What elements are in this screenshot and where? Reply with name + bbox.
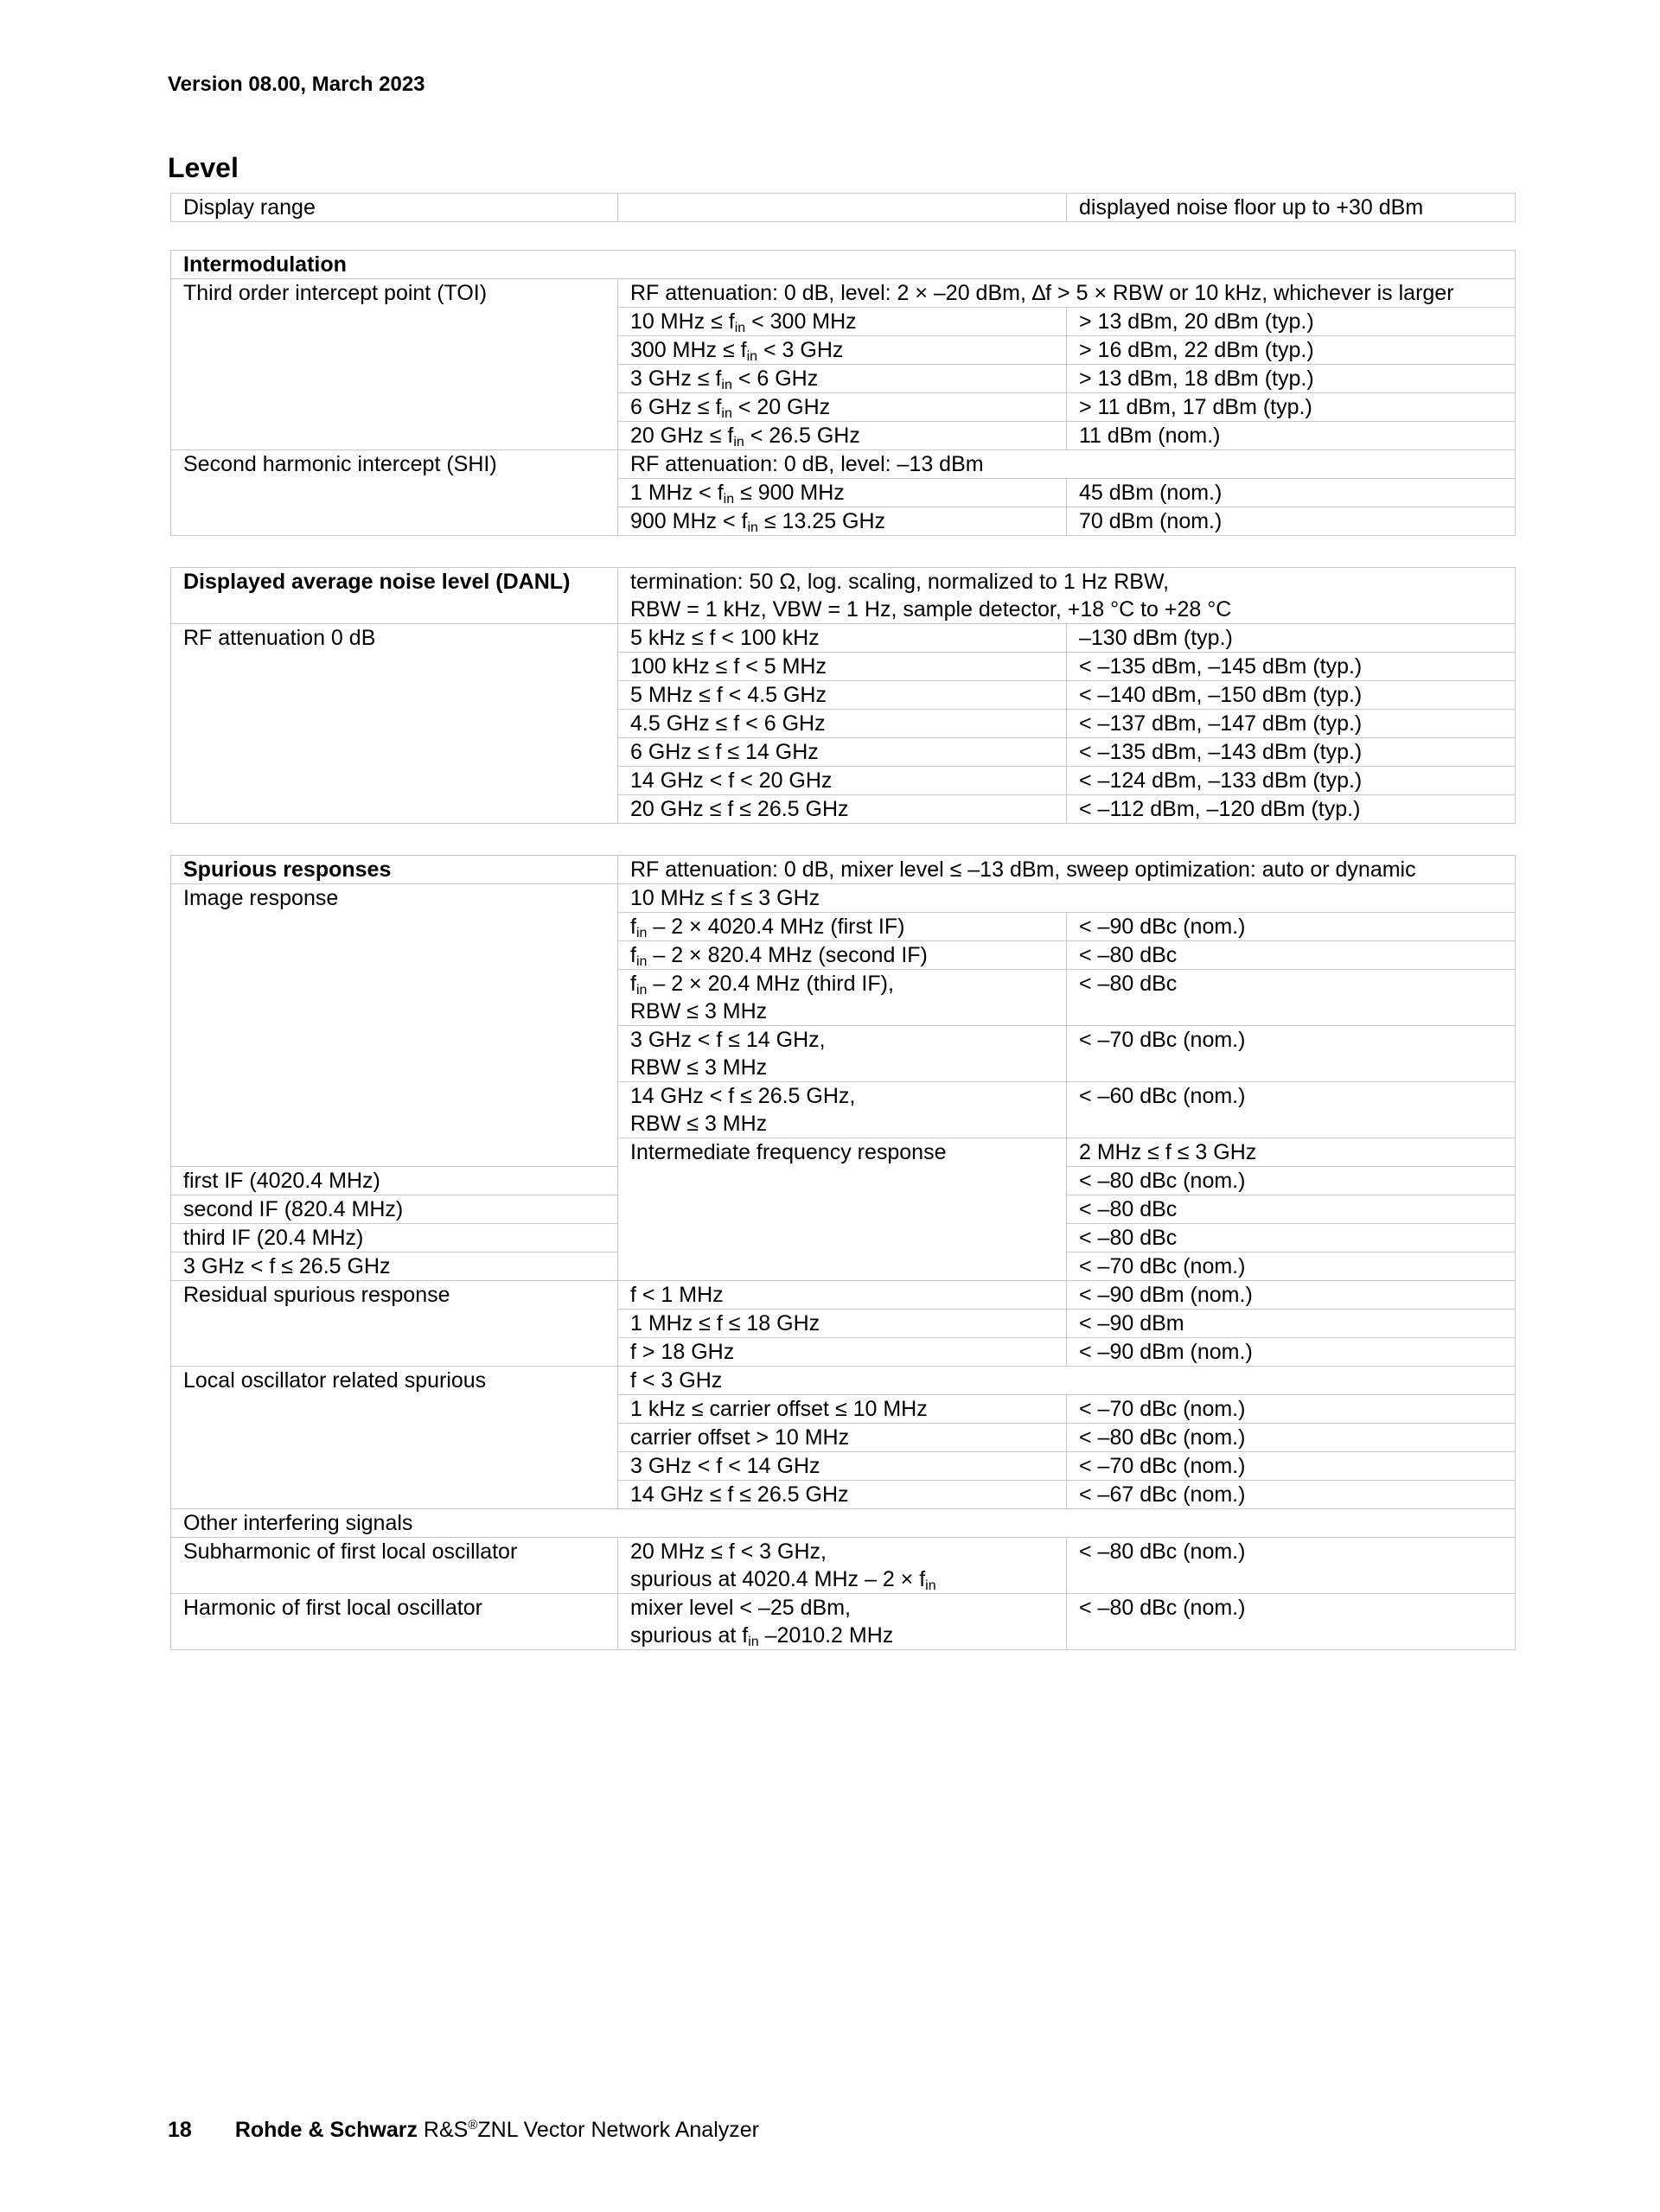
freq-range: first IF (4020.4 MHz) [171, 1167, 618, 1195]
spec-condition: termination: 50 Ω, log. scaling, normalized to 1 Hz RBW, RBW = 1 kHz, VBW = 1 Hz, sample detector, +18 °C to +28 °C [618, 568, 1516, 624]
spec-value: < –70 dBc (nom.) [1067, 1395, 1516, 1424]
freq-range: 1 MHz ≤ f ≤ 18 GHz [618, 1310, 1067, 1338]
freq-range: mixer level < –25 dBm, spurious at $f_{in}$ –2010.2 MHz [618, 1594, 1067, 1650]
spec-value: displayed noise floor up to +30 dBm [1067, 194, 1516, 222]
spurious-table [170, 855, 1516, 1650]
freq-range: f < 3 GHz [618, 1367, 1516, 1395]
spec-condition: RF attenuation: 0 dB, level: 2 × –20 dBm, ∆f > 5 × RBW or 10 kHz, whichever is larger [618, 279, 1516, 308]
spec-value: > 13 dBm, 18 dBm (typ.) [1067, 365, 1516, 393]
freq-range: 3 GHz < f < 14 GHz [618, 1452, 1067, 1481]
table-row [171, 884, 1516, 913]
page-footer [168, 2118, 759, 2143]
table-row [171, 856, 1516, 884]
freq-range: 6 GHz ≤ $f_{in} < 20$ GHz [618, 393, 1067, 422]
spec-value: < –140 dBm, –150 dBm (typ.) [1067, 681, 1516, 710]
spec-value: < –60 dBc (nom.) [1067, 1082, 1516, 1138]
spec-value: > 13 dBm, 20 dBm (typ.) [1067, 308, 1516, 336]
spec-value: < –137 dBm, –147 dBm (typ.) [1067, 710, 1516, 738]
freq-range: carrier offset > 10 MHz [618, 1424, 1067, 1452]
spec-condition: RF attenuation: 0 dB, level: –13 dBm [618, 450, 1516, 479]
table-row [171, 450, 1516, 479]
spec-value: 70 dBm (nom.) [1067, 507, 1516, 536]
product-name: R&S®ZNL Vector Network Analyzer [417, 2118, 759, 2142]
freq-range: 5 MHz ≤ f < 4.5 GHz [618, 681, 1067, 710]
spec-value: < –90 dBm (nom.) [1067, 1338, 1516, 1367]
group-title: Spurious responses [171, 856, 618, 884]
freq-range: 20 MHz ≤ f < 3 GHz, spurious at 4020.4 MHz – $2 \times f_{in}$ [618, 1538, 1067, 1594]
freq-range: 14 GHz ≤ f ≤ 26.5 GHz [618, 1481, 1067, 1509]
section-title: Level [168, 152, 239, 183]
spec-label: Intermediate frequency response [618, 1138, 1067, 1281]
table-row [171, 568, 1516, 624]
spec-value: < –80 dBc [1067, 1224, 1516, 1253]
freq-range: $f_{in} - 2 \times 820.4$ MHz (second IF) [618, 941, 1067, 970]
spec-value: < –80 dBc (nom.) [1067, 1538, 1516, 1594]
freq-range: 6 GHz ≤ f ≤ 14 GHz [618, 738, 1067, 767]
freq-range: 300 MHz ≤ $f_{in} < 3$ GHz [618, 336, 1067, 365]
spec-label: Second harmonic intercept (SHI) [171, 450, 618, 536]
freq-range: $f_{in} - 2 \times 4020.4$ MHz (first IF) [618, 913, 1067, 941]
freq-range: 1 MHz < $f_{in} \le 900$ MHz [618, 479, 1067, 507]
table-row [171, 1367, 1516, 1395]
freq-range: second IF (820.4 MHz) [171, 1195, 618, 1224]
freq-range: 3 GHz < f ≤ 26.5 GHz [171, 1253, 618, 1281]
spec-label: Local oscillator related spurious [171, 1367, 618, 1509]
spec-value: < –124 dBm, –133 dBm (typ.) [1067, 767, 1516, 795]
table-row [171, 1538, 1516, 1594]
spec-label: Image response [171, 884, 618, 1167]
spec-value: < –70 dBc (nom.) [1067, 1026, 1516, 1082]
spec-value: 11 dBm (nom.) [1067, 422, 1516, 450]
freq-range: 5 kHz ≤ f < 100 kHz [618, 624, 1067, 653]
spec-value: < –80 dBc [1067, 941, 1516, 970]
freq-range: 4.5 GHz ≤ f < 6 GHz [618, 710, 1067, 738]
freq-range: f > 18 GHz [618, 1338, 1067, 1367]
table-row [171, 1594, 1516, 1650]
table-row [171, 1281, 1516, 1310]
document-version: Version 08.00, March 2023 [168, 73, 425, 96]
freq-range: 100 kHz ≤ f < 5 MHz [618, 653, 1067, 681]
spec-value: < –135 dBm, –145 dBm (typ.) [1067, 653, 1516, 681]
table-row [171, 1509, 1516, 1538]
freq-range: $f_{in} - 2 \times 20.4$ MHz (third IF), RBW ≤ 3 MHz [618, 970, 1067, 1026]
freq-range: 10 MHz ≤ f ≤ 3 GHz [618, 884, 1516, 913]
spec-value: < –90 dBm [1067, 1310, 1516, 1338]
freq-range: 3 GHz ≤ $f_{in} < 6$ GHz [618, 365, 1067, 393]
freq-range: 10 MHz ≤ $f_{in} < 300$ MHz [618, 308, 1067, 336]
spec-value: < –70 dBc (nom.) [1067, 1452, 1516, 1481]
spec-value: < –67 dBc (nom.) [1067, 1481, 1516, 1509]
spec-value: < –80 dBc [1067, 1195, 1516, 1224]
freq-range: 3 GHz < f ≤ 14 GHz, RBW ≤ 3 MHz [618, 1026, 1067, 1082]
group-title: Intermodulation [171, 251, 1516, 279]
spec-label: Other interfering signals [171, 1509, 1516, 1538]
spec-value: 45 dBm (nom.) [1067, 479, 1516, 507]
danl-table [170, 567, 1516, 824]
spec-value: > 11 dBm, 17 dBm (typ.) [1067, 393, 1516, 422]
spec-label: Residual spurious response [171, 1281, 618, 1367]
spec-label: Display range [171, 194, 618, 222]
spec-label: Subharmonic of first local oscillator [171, 1538, 618, 1594]
spec-label: Harmonic of first local oscillator [171, 1594, 618, 1650]
freq-range: 2 MHz ≤ f ≤ 3 GHz [1067, 1138, 1516, 1167]
spec-value: < –90 dBm (nom.) [1067, 1281, 1516, 1310]
freq-range: 20 GHz ≤ $f_{in} < 26.5$ GHz [618, 422, 1067, 450]
spec-value: < –80 dBc (nom.) [1067, 1594, 1516, 1650]
spec-value: < –135 dBm, –143 dBm (typ.) [1067, 738, 1516, 767]
spec-value: > 16 dBm, 22 dBm (typ.) [1067, 336, 1516, 365]
freq-range: 1 kHz ≤ carrier offset ≤ 10 MHz [618, 1395, 1067, 1424]
page-number: 18 [168, 2118, 192, 2142]
freq-range: 14 GHz < f < 20 GHz [618, 767, 1067, 795]
table-row [171, 279, 1516, 308]
freq-range: 900 MHz < $f_{in} \le 13.25$ GHz [618, 507, 1067, 536]
spec-cell [618, 194, 1067, 222]
brand-name: Rohde & Schwarz [234, 2118, 418, 2142]
spec-label: Third order intercept point (TOI) [171, 279, 618, 450]
freq-range: third IF (20.4 MHz) [171, 1224, 618, 1253]
freq-range: f < 1 MHz [618, 1281, 1067, 1310]
freq-range: 14 GHz < f ≤ 26.5 GHz, RBW ≤ 3 MHz [618, 1082, 1067, 1138]
table-row [171, 624, 1516, 653]
spec-value: < –90 dBc (nom.) [1067, 913, 1516, 941]
intermodulation-table [170, 250, 1516, 536]
table-row [171, 251, 1516, 279]
spec-value: < –70 dBc (nom.) [1067, 1253, 1516, 1281]
spec-value: –130 dBm (typ.) [1067, 624, 1516, 653]
spec-value: < –80 dBc (nom.) [1067, 1424, 1516, 1452]
table-row [171, 194, 1516, 222]
spec-value: < –80 dBc (nom.) [1067, 1167, 1516, 1195]
group-title: Displayed average noise level (DANL) [171, 568, 618, 624]
spec-value: < –80 dBc [1067, 970, 1516, 1026]
display-range-table [170, 193, 1516, 222]
spec-value: < –112 dBm, –120 dBm (typ.) [1067, 795, 1516, 824]
spec-condition: RF attenuation: 0 dB, mixer level ≤ –13 dBm, sweep optimization: auto or dynamic [618, 856, 1516, 884]
spec-label: RF attenuation 0 dB [171, 624, 618, 824]
freq-range: 20 GHz ≤ f ≤ 26.5 GHz [618, 795, 1067, 824]
